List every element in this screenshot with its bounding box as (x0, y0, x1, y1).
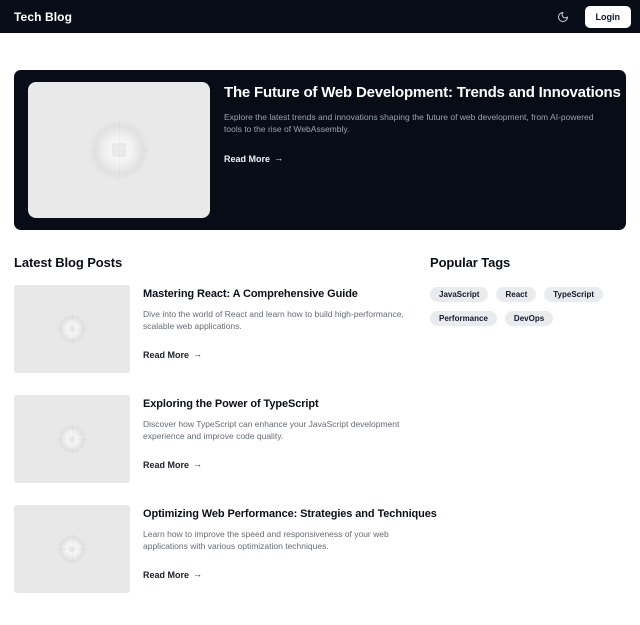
post-read-more-link[interactable] (143, 570, 202, 580)
post-image-placeholder (14, 505, 130, 593)
header (0, 0, 640, 33)
placeholder-watermark-icon (88, 119, 150, 181)
post-image-placeholder (14, 285, 130, 373)
login-button[interactable]: Login (585, 6, 632, 28)
post-title: Mastering React: A Comprehensive Guide (143, 288, 358, 300)
post-read-more-link[interactable] (143, 460, 202, 470)
placeholder-watermark-icon (57, 424, 87, 454)
placeholder-watermark-icon (57, 534, 87, 564)
post-title: Optimizing Web Performance: Strategies and Techniques (143, 508, 437, 520)
hero-image-placeholder (28, 82, 210, 218)
read-more-label: Read More (143, 349, 190, 360)
arrow-right-icon: → (274, 153, 284, 164)
tag-javascript[interactable]: JavaScript (430, 287, 488, 302)
latest-posts-heading: Latest Blog Posts (14, 255, 123, 270)
popular-tags-section (430, 255, 626, 615)
read-more-label: Read More (224, 153, 271, 164)
post-description: Dive into the world of React and learn how to build high-performance, scalable web applications. (143, 309, 404, 332)
hero-title: The Future of Web Development: Trends and Innovations (224, 84, 621, 101)
theme-toggle-button[interactable] (554, 8, 572, 26)
placeholder-glyph-icon (69, 546, 76, 553)
placeholder-watermark-icon (57, 314, 87, 344)
post-description: Learn how to improve the speed and responsiveness of your web applications with various optimization techniques. (143, 529, 389, 552)
placeholder-glyph-icon (69, 436, 76, 443)
brand-title[interactable]: Tech Blog (14, 9, 73, 24)
hero-section (14, 70, 626, 230)
post-card (14, 505, 437, 593)
post-title: Exploring the Power of TypeScript (143, 398, 319, 410)
post-card (14, 395, 412, 483)
post-description: Discover how TypeScript can enhance your JavaScript development experience and improve code quality. (143, 419, 400, 442)
tag-react[interactable]: React (496, 287, 536, 302)
hero-read-more-link[interactable] (224, 154, 283, 164)
tag-typescript[interactable]: TypeScript (544, 287, 603, 302)
latest-posts-section (14, 255, 437, 615)
arrow-right-icon: → (193, 459, 203, 470)
post-image-placeholder (14, 395, 130, 483)
placeholder-glyph-icon (69, 326, 76, 333)
arrow-right-icon: → (193, 569, 203, 580)
arrow-right-icon: → (193, 349, 203, 360)
tag-devops[interactable]: DevOps (505, 311, 553, 326)
post-body (143, 395, 405, 483)
hero-description: Explore the latest trends and innovations shaping the future of web development, from AI-powered tools to the rise of WebAssembly. (224, 112, 594, 135)
post-card (14, 285, 412, 373)
moon-icon (557, 11, 569, 23)
tag-list (430, 287, 626, 326)
tag-performance[interactable]: Performance (430, 311, 497, 326)
read-more-label: Read More (143, 459, 190, 470)
main-content (0, 230, 640, 615)
post-read-more-link[interactable] (143, 350, 202, 360)
placeholder-glyph-icon (112, 143, 126, 157)
hero-content (224, 82, 621, 218)
post-body (143, 505, 437, 593)
header-actions (554, 6, 632, 28)
read-more-label: Read More (143, 569, 190, 580)
post-body (143, 285, 405, 373)
popular-tags-heading: Popular Tags (430, 255, 511, 270)
